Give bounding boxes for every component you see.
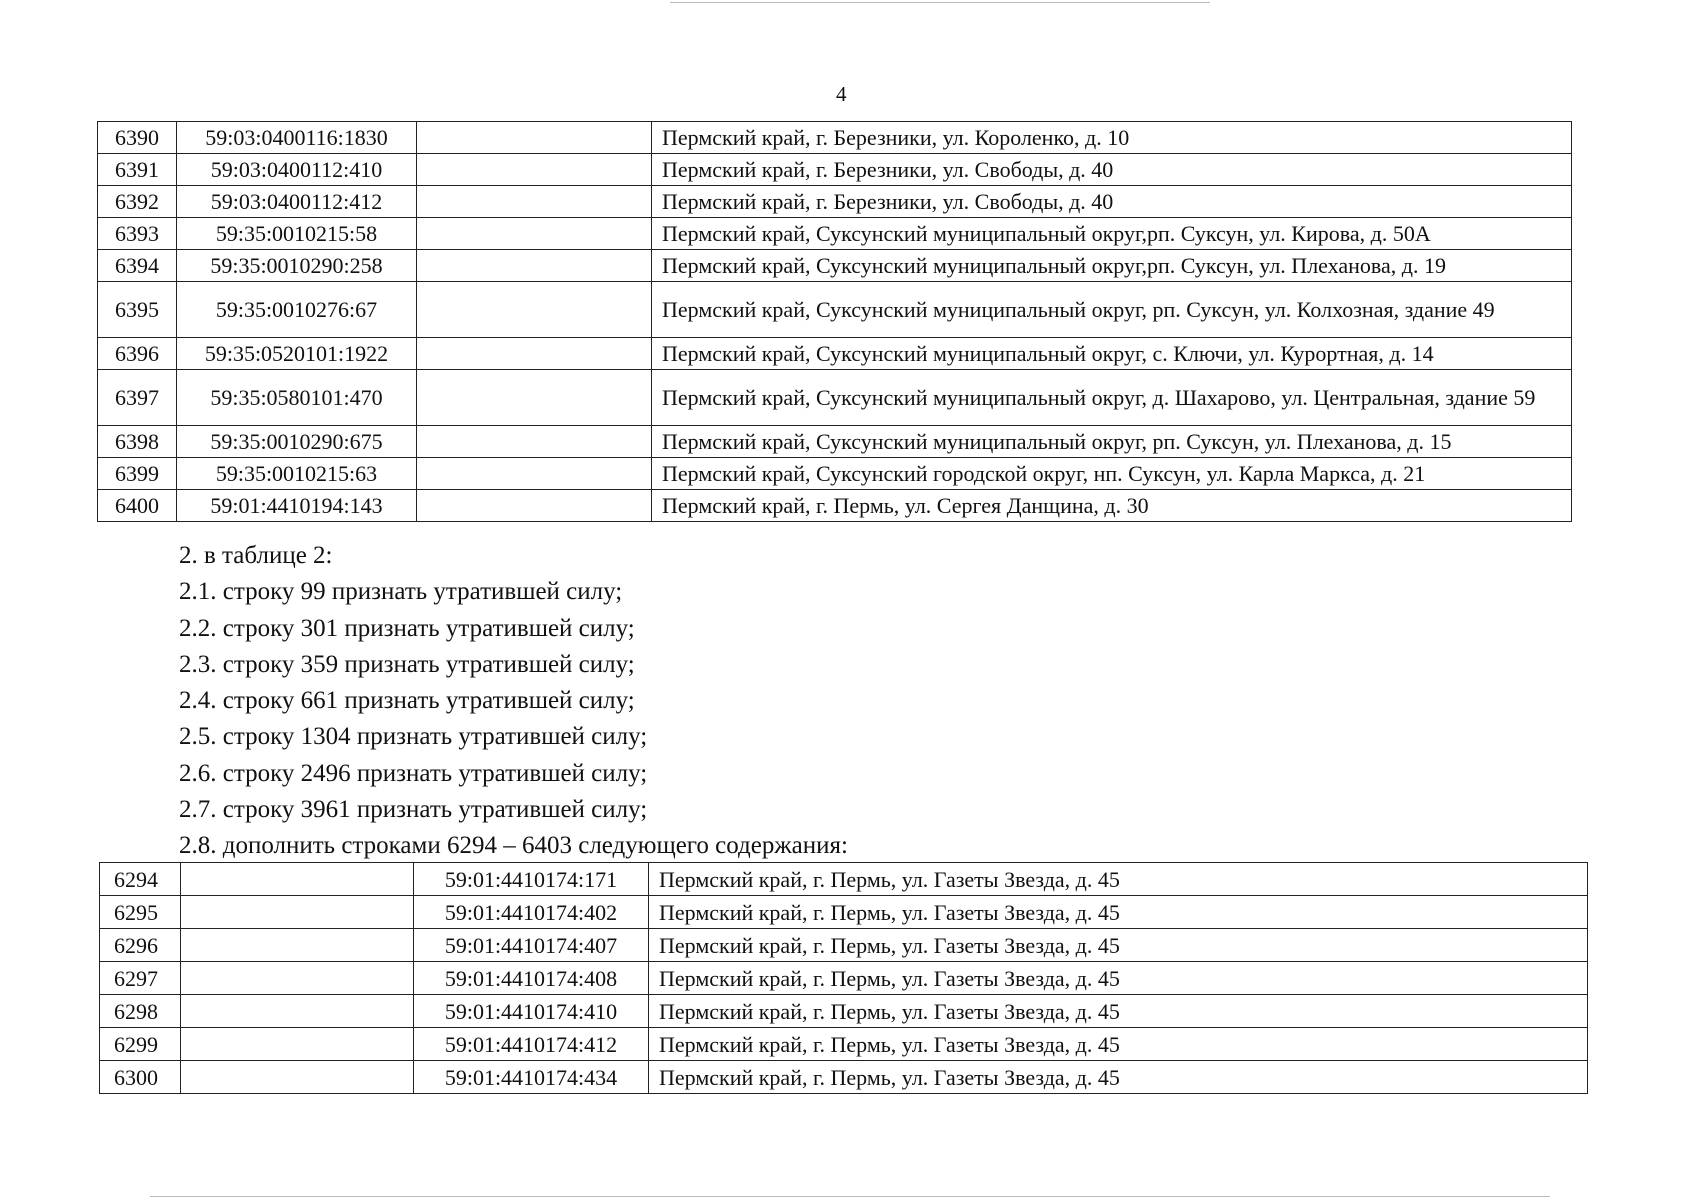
address-cell: Пермский край, г. Пермь, ул. Газеты Звезда, д. 45 [649,863,1588,896]
empty-cell [417,186,652,218]
row-number-cell: 6298 [100,995,181,1028]
amendment-instructions [179,538,848,865]
table-row [100,995,1588,1028]
empty-cell [181,863,414,896]
table-added-rows [99,862,1588,1094]
instruction-line: 2.5. строку 1304 признать утратившей силу; [179,723,648,751]
address-cell: Пермский край, Суксунский муниципальный округ, с. Ключи, ул. Курортная, д. 14 [652,338,1572,370]
cadastral-number-cell: 59:03:0400116:1830 [177,122,417,154]
page-number: 4 [836,82,847,106]
instruction-line: 2.8. дополнить строками 6294 – 6403 следующего содержания: [179,832,848,860]
row-number-cell: 6395 [98,282,177,338]
empty-cell [181,995,414,1028]
empty-cell [181,929,414,962]
table-row [100,962,1588,995]
cadastral-number-cell: 59:01:4410174:408 [414,962,649,995]
row-number-cell: 6391 [98,154,177,186]
empty-cell [417,218,652,250]
address-cell: Пермский край, Суксунский муниципальный округ,рп. Суксун, ул. Кирова, д. 50А [652,218,1572,250]
row-number-cell: 6394 [98,250,177,282]
cadastral-number-cell: 59:35:0010276:67 [177,282,417,338]
empty-cell [181,1061,414,1094]
table-row [98,338,1572,370]
instruction-line: 2.1. строку 99 признать утратившей силу; [179,578,623,606]
cadastral-number-cell: 59:35:0010215:58 [177,218,417,250]
cadastral-number-cell: 59:01:4410174:171 [414,863,649,896]
address-cell: Пермский край, г. Пермь, ул. Газеты Звезда, д. 45 [649,929,1588,962]
table-continued [97,121,1572,522]
empty-cell [417,282,652,338]
table-row [98,458,1572,490]
table-row [98,426,1572,458]
empty-cell [417,122,652,154]
scan-artifact-top [670,2,1210,3]
row-number-cell: 6399 [98,458,177,490]
empty-cell [417,154,652,186]
address-cell: Пермский край, г. Пермь, ул. Газеты Звезда, д. 45 [649,962,1588,995]
table-row [98,154,1572,186]
empty-cell [181,962,414,995]
cadastral-number-cell: 59:35:0010215:63 [177,458,417,490]
cadastral-number-cell: 59:01:4410194:143 [177,490,417,522]
instruction-line: 2.2. строку 301 признать утратившей силу; [179,614,635,642]
cadastral-number-cell: 59:03:0400112:412 [177,186,417,218]
row-number-cell: 6392 [98,186,177,218]
address-cell: Пермский край, Суксунский муниципальный округ, рп. Суксун, ул. Колхозная, здание 49 [652,282,1572,338]
row-number-cell: 6390 [98,122,177,154]
empty-cell [417,458,652,490]
address-cell: Пермский край, Суксунский муниципальный округ,рп. Суксун, ул. Плеханова, д. 19 [652,250,1572,282]
cadastral-number-cell: 59:01:4410174:402 [414,896,649,929]
empty-cell [417,338,652,370]
row-number-cell: 6299 [100,1028,181,1061]
cadastral-number-cell: 59:35:0580101:470 [177,370,417,426]
cadastral-number-cell: 59:01:4410174:407 [414,929,649,962]
table-row [98,186,1572,218]
row-number-cell: 6296 [100,929,181,962]
scan-artifact-bottom [150,1196,1550,1197]
cadastral-number-cell: 59:01:4410174:434 [414,1061,649,1094]
table-row [100,1061,1588,1094]
row-number-cell: 6300 [100,1061,181,1094]
address-cell: Пермский край, г. Березники, ул. Свободы, д. 40 [652,154,1572,186]
address-cell: Пермский край, г. Березники, ул. Свободы, д. 40 [652,186,1572,218]
cadastral-number-cell: 59:01:4410174:412 [414,1028,649,1061]
row-number-cell: 6297 [100,962,181,995]
table-row [98,282,1572,338]
table-row [98,370,1572,426]
address-cell: Пермский край, г. Пермь, ул. Сергея Данщина, д. 30 [652,490,1572,522]
address-cell: Пермский край, г. Пермь, ул. Газеты Звезда, д. 45 [649,1061,1588,1094]
instruction-line: 2.7. строку 3961 признать утратившей силу; [179,796,648,824]
row-number-cell: 6398 [98,426,177,458]
cadastral-number-cell: 59:35:0520101:1922 [177,338,417,370]
table-row [98,250,1572,282]
address-cell: Пермский край, Суксунский муниципальный округ, д. Шахарово, ул. Центральная, здание 59 [652,370,1572,426]
cadastral-number-cell: 59:35:0010290:675 [177,426,417,458]
address-cell: Пермский край, г. Березники, ул. Короленко, д. 10 [652,122,1572,154]
empty-cell [417,490,652,522]
address-cell: Пермский край, Суксунский городской округ, нп. Суксун, ул. Карла Маркса, д. 21 [652,458,1572,490]
table-row [100,1028,1588,1061]
row-number-cell: 6295 [100,896,181,929]
table-row [98,490,1572,522]
address-cell: Пермский край, Суксунский муниципальный округ, рп. Суксун, ул. Плеханова, д. 15 [652,426,1572,458]
empty-cell [181,896,414,929]
instruction-line: 2.6. строку 2496 признать утратившей силу; [179,759,648,787]
cadastral-number-cell: 59:01:4410174:410 [414,995,649,1028]
empty-cell [417,370,652,426]
address-cell: Пермский край, г. Пермь, ул. Газеты Звезда, д. 45 [649,995,1588,1028]
table-row [100,863,1588,896]
cadastral-number-cell: 59:35:0010290:258 [177,250,417,282]
table-added-rows-body [100,863,1588,1094]
table-continued-body [98,122,1572,522]
row-number-cell: 6396 [98,338,177,370]
instruction-line: 2. в таблице 2: [179,542,333,569]
empty-cell [417,250,652,282]
table-row [100,929,1588,962]
row-number-cell: 6400 [98,490,177,522]
row-number-cell: 6393 [98,218,177,250]
empty-cell [181,1028,414,1061]
table-row [98,218,1572,250]
instruction-line: 2.4. строку 661 признать утратившей силу; [179,687,635,715]
address-cell: Пермский край, г. Пермь, ул. Газеты Звезда, д. 45 [649,1028,1588,1061]
row-number-cell: 6294 [100,863,181,896]
cadastral-number-cell: 59:03:0400112:410 [177,154,417,186]
address-cell: Пермский край, г. Пермь, ул. Газеты Звезда, д. 45 [649,896,1588,929]
instruction-line: 2.3. строку 359 признать утратившей силу; [179,650,635,678]
empty-cell [417,426,652,458]
table-row [100,896,1588,929]
row-number-cell: 6397 [98,370,177,426]
table-row [98,122,1572,154]
